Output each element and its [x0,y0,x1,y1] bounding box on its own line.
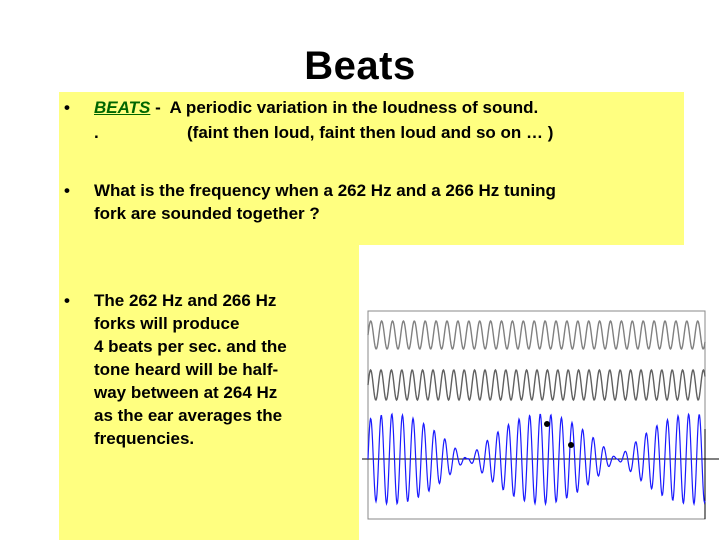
answer-line: The 262 Hz and 266 Hz [94,291,277,310]
peak-dot [568,442,574,448]
bullet-answer [64,289,354,450]
answer-line: tone heard will be half- [94,360,279,379]
bullet-beats-definition [64,96,539,119]
definition-text: - A periodic variation in the loudness of sound. [150,98,539,117]
answer-line: way between at 264 Hz [94,383,278,402]
definition-continuation [94,121,554,144]
waveform-svg [362,247,719,540]
continuation-mark: . [94,123,99,142]
answer-line: frequencies. [94,429,195,448]
bullet-glyph: • [64,291,70,310]
answer-line: 4 beats per sec. and the [94,337,287,356]
continuation-text: (faint then loud, faint then loud and so on … ) [187,123,554,142]
bullet-glyph: • [64,181,70,200]
beats-waveform-figure [362,247,719,540]
answer-line: forks will produce [94,314,240,333]
question-line-2: fork are sounded together ? [94,204,320,223]
term-beats: BEATS [94,98,151,117]
peak-dot [544,421,550,427]
answer-line: as the ear averages the [94,406,283,425]
bullet-question [64,179,684,225]
slide-title: Beats [304,44,416,88]
bullet-glyph: • [64,98,70,117]
question-line-1: What is the frequency when a 262 Hz and a 266 Hz tuning [94,181,556,200]
